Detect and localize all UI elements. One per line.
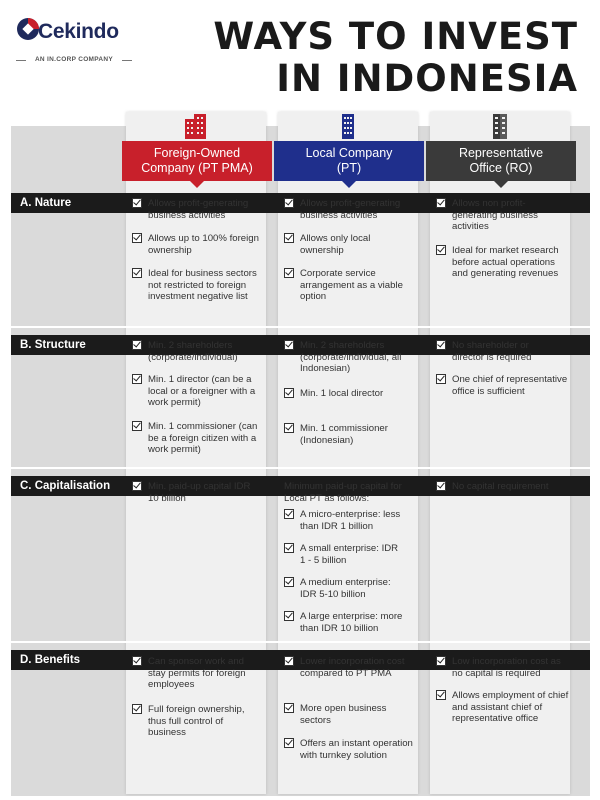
checklist-item	[436, 690, 570, 725]
header-line: Representative	[458, 146, 544, 160]
item-text: Allows non profit-generating business activities	[452, 198, 538, 233]
checkbox-icon	[284, 509, 294, 519]
checklist-item	[284, 423, 402, 446]
row-divider	[11, 641, 590, 643]
item-text: More open business sectors	[300, 703, 387, 726]
item-text: Allows up to 100% foreign ownership	[148, 233, 259, 256]
item-text: Allows profit-generating business activities	[148, 198, 249, 221]
row-label-structure: B. Structure	[20, 339, 86, 351]
item-text: Min. 1 director (can be a local or a foreigner with a work permit)	[148, 374, 256, 409]
row-label-capitalisation: C. Capitalisation	[20, 480, 111, 492]
checkbox-icon	[436, 198, 446, 208]
item-text: Allows profit-generating business activities	[300, 198, 401, 221]
item-text: Allows employment of chief and assistant chief of representative office	[452, 690, 569, 725]
checklist-item	[284, 268, 416, 303]
checklist-item	[132, 340, 258, 363]
row-label-nature: A. Nature	[20, 197, 72, 209]
item-text: Min. paid-up capital IDR 10 billion	[148, 481, 251, 504]
checkbox-icon	[436, 374, 446, 384]
checkbox-icon	[284, 703, 294, 713]
item-text: Lower incorporation cost compared to PT PMA	[300, 656, 405, 679]
item-text: Min. 1 commissioner (Indonesian)	[300, 423, 388, 446]
item-text: Corporate service arrangement as a viable option	[300, 268, 403, 303]
title-line-1: WAYS TO INVEST	[213, 15, 578, 58]
checklist-item	[436, 374, 568, 397]
checklist-item	[436, 656, 568, 679]
item-text: A small enterprise: IDR 1 - 5 billion	[300, 543, 399, 566]
checklist-item	[284, 543, 402, 566]
checklist-item	[284, 388, 416, 400]
checklist-item	[436, 245, 568, 280]
item-text: A medium enterprise: IDR 5-10 billion	[300, 577, 391, 600]
checkbox-icon	[284, 577, 294, 587]
checklist-item	[284, 611, 416, 634]
checklist-item	[284, 577, 402, 600]
checkbox-icon	[284, 198, 294, 208]
item-text: Min. 1 commissioner (can be a foreign citizen with a work permit)	[148, 421, 258, 456]
capital-intro-text: Minimum paid-up capital for Local PT as follows:	[284, 481, 402, 504]
checkbox-icon	[132, 198, 142, 208]
checkbox-icon	[436, 340, 446, 350]
item-text: Min. 2 shareholders (corporate/individual, all Indonesian)	[300, 340, 402, 375]
checkbox-icon	[284, 656, 294, 666]
item-text: A micro-enterprise: less than IDR 1 billion	[300, 509, 401, 532]
checkbox-icon	[132, 656, 142, 666]
checklist-item	[284, 703, 410, 726]
item-text: No shareholder or director is required	[452, 340, 532, 363]
item-text: Low incorporation cost as no capital is required	[452, 656, 561, 679]
checkbox-icon	[436, 481, 446, 491]
column-header-ro	[426, 141, 576, 181]
row-divider	[11, 467, 590, 469]
item-text: No capital requirement	[452, 481, 549, 492]
checklist-item	[436, 481, 568, 493]
checklist-item	[132, 704, 258, 739]
title-line-2: IN INDONESIA	[276, 57, 578, 100]
checkbox-icon	[436, 690, 446, 700]
checklist-item	[132, 421, 264, 456]
item-text: Min. 1 local director	[300, 388, 384, 399]
checkbox-icon	[132, 374, 142, 384]
item-text: A large enterprise: more than IDR 10 billion	[300, 611, 403, 634]
brand-name: Cekindo	[38, 20, 119, 43]
building-icon	[182, 113, 210, 139]
item-text: One chief of representative office is sufficient	[452, 374, 568, 397]
item-text: Offers an instant operation with turnkey solution	[300, 738, 413, 761]
checklist-item	[132, 233, 264, 256]
checkbox-icon	[284, 388, 294, 398]
checklist-item	[284, 509, 416, 532]
checkbox-icon	[284, 611, 294, 621]
checklist-item	[284, 233, 416, 256]
header-line: Company (PT PMA)	[141, 161, 253, 175]
checklist-item	[132, 656, 264, 691]
header-line: Office (RO)	[469, 161, 533, 175]
checkbox-icon	[132, 421, 142, 431]
item-text: Ideal for business sectors not restricted to foreign investment negative list	[148, 268, 257, 303]
header-line: (PT)	[336, 161, 362, 175]
building-icon	[334, 113, 362, 139]
header-line: Local Company	[305, 146, 393, 160]
header-line: Foreign-Owned	[153, 146, 241, 160]
item-text: Ideal for market research before actual operations and generating revenues	[452, 245, 559, 280]
checkbox-icon	[436, 245, 446, 255]
checkbox-icon	[132, 268, 142, 278]
checklist-item	[132, 481, 258, 504]
checklist-item	[284, 340, 416, 375]
item-text: Allows only local ownership	[300, 233, 371, 256]
checklist-item	[436, 340, 554, 363]
cekindo-logo-icon	[16, 16, 40, 42]
checkbox-icon	[132, 233, 142, 243]
checkbox-icon	[284, 543, 294, 553]
checkbox-icon	[132, 481, 142, 491]
item-text: Min. 2 shareholders (corporate/individual)	[148, 340, 238, 363]
checkbox-icon	[436, 656, 446, 666]
checkbox-icon	[132, 704, 142, 714]
checklist-item	[284, 198, 416, 221]
building-icon	[486, 113, 514, 139]
brand-logo	[16, 16, 146, 76]
checklist-item	[284, 656, 410, 679]
row-divider	[11, 326, 590, 328]
checklist-item	[132, 268, 264, 303]
checklist-item	[284, 738, 414, 761]
checklist-item	[132, 374, 264, 409]
checkbox-icon	[284, 340, 294, 350]
checkbox-icon	[284, 233, 294, 243]
row-label-benefits: D. Benefits	[20, 654, 81, 666]
checkbox-icon	[284, 738, 294, 748]
checkbox-icon	[132, 340, 142, 350]
checklist-item	[436, 198, 554, 233]
item-text: Full foreign ownership, thus full control of business	[148, 704, 245, 739]
checkbox-icon	[284, 423, 294, 433]
brand-tagline: AN IN.CORP COMPANY	[16, 56, 132, 63]
item-text: Can sponsor work and stay permits for foreign employees	[148, 656, 246, 691]
column-header-pt-local	[274, 141, 424, 181]
page-title	[213, 16, 578, 100]
column-header-pt-pma	[122, 141, 272, 181]
checklist-item	[132, 198, 264, 221]
checkbox-icon	[284, 268, 294, 278]
